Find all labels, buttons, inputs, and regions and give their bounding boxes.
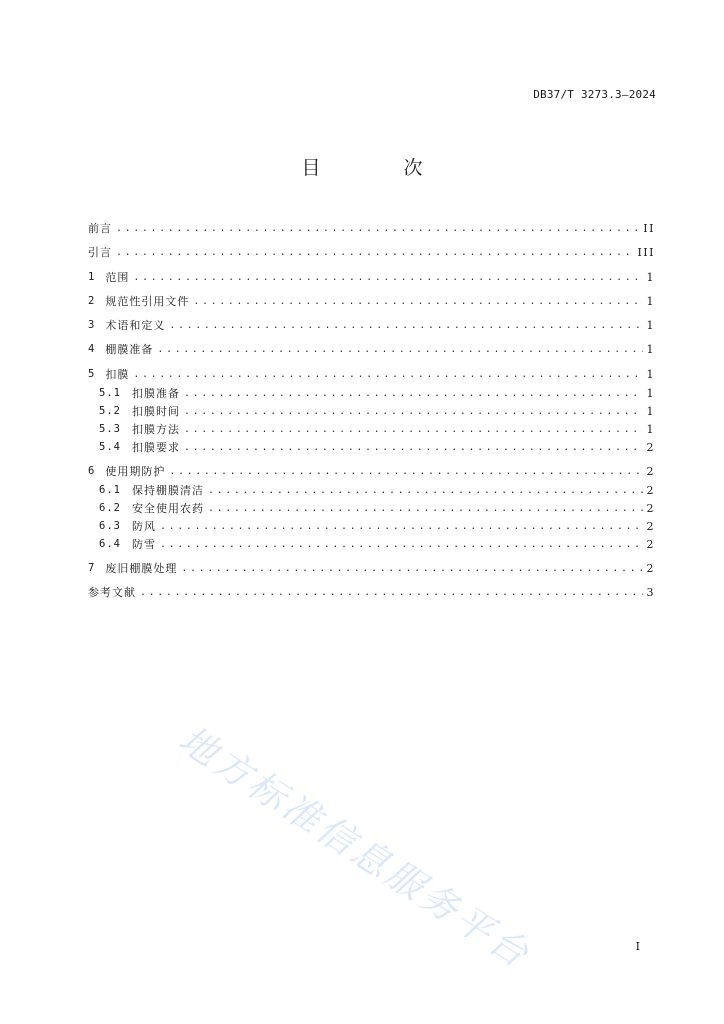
- toc-label: 防风: [131, 520, 156, 533]
- toc-section-number: 6.1: [99, 484, 121, 496]
- toc-leader-dots: [169, 466, 642, 477]
- toc-row-section-1[interactable]: [88, 269, 655, 285]
- toc-label: 安全使用农药: [131, 502, 204, 515]
- toc-leader-dots: [133, 369, 642, 380]
- toc-label: 棚膜准备: [105, 343, 154, 356]
- toc-row-section-5-2[interactable]: [88, 403, 655, 419]
- toc-leader-dots: [169, 320, 642, 331]
- toc-page-number: 1: [646, 342, 655, 356]
- toc-section-number: 6.4: [99, 538, 121, 550]
- page-number: I: [635, 940, 640, 953]
- toc-leader-dots: [184, 406, 643, 417]
- toc-page-number: 2: [646, 537, 655, 551]
- toc-leader-dots: [160, 521, 643, 532]
- toc-section-number: 5: [88, 368, 96, 380]
- toc-leader-dots: [184, 424, 643, 435]
- toc-section-number: 5.1: [99, 387, 121, 399]
- toc-page-number: 2: [646, 561, 655, 575]
- toc-page-number: 1: [646, 386, 655, 400]
- toc-section-number: 7: [88, 562, 96, 574]
- toc-row-section-7[interactable]: [88, 560, 655, 576]
- toc-section-number: 5.4: [99, 441, 121, 453]
- toc-page-number: 1: [646, 367, 655, 381]
- watermark: 地方标准信息服务平台: [171, 717, 539, 978]
- toc-label: 前言: [88, 222, 112, 235]
- toc-row-foreword[interactable]: [88, 220, 655, 236]
- toc-label: 废旧棚膜处理: [105, 562, 178, 575]
- toc-label: 扣膜方法: [131, 423, 180, 436]
- toc-section-number: 1: [88, 271, 96, 283]
- toc-page-number: 2: [646, 483, 655, 497]
- toc-row-section-5-1[interactable]: [88, 385, 655, 401]
- toc-row-section-4[interactable]: [88, 341, 655, 357]
- toc-label: 规范性引用文件: [105, 295, 190, 308]
- toc-label: 范围: [105, 271, 130, 284]
- page-title: 目 次: [301, 157, 455, 179]
- toc-row-section-6-2[interactable]: [88, 500, 655, 516]
- toc-row-section-5-4[interactable]: [88, 439, 655, 455]
- toc-page-number: 2: [646, 519, 655, 533]
- toc-section-number: 6: [88, 465, 96, 477]
- toc-leader-dots: [160, 539, 643, 550]
- toc-label: 使用期防护: [105, 465, 166, 478]
- toc-row-introduction[interactable]: [88, 244, 655, 260]
- toc-page-number: 3: [646, 585, 655, 599]
- toc-leader-dots: [133, 272, 642, 283]
- toc-row-section-6[interactable]: [88, 463, 655, 479]
- toc-leader-dots: [157, 344, 642, 355]
- toc-label: 扣膜时间: [131, 405, 180, 418]
- toc-page-number: 1: [646, 294, 655, 308]
- toc-row-section-5[interactable]: [88, 366, 655, 382]
- toc-label: 防雪: [131, 538, 156, 551]
- toc-label: 术语和定义: [105, 319, 166, 332]
- toc-section-number: 3: [88, 319, 96, 331]
- toc-leader-dots: [181, 563, 642, 574]
- toc-row-section-2[interactable]: [88, 293, 655, 309]
- toc-section-number: 6.3: [99, 520, 121, 532]
- toc-section-number: 6.2: [99, 502, 121, 514]
- toc-page-number: III: [637, 245, 655, 259]
- toc-page-number: 2: [646, 440, 655, 454]
- toc-page-number: 1: [646, 422, 655, 436]
- toc-leader-dots: [208, 485, 643, 496]
- toc-page-number: 1: [646, 318, 655, 332]
- toc-leader-dots: [208, 503, 643, 514]
- toc-page-number: 1: [646, 404, 655, 418]
- toc-page-number: 1: [646, 270, 655, 284]
- toc-label: 扣膜准备: [131, 387, 180, 400]
- toc-leader-dots: [184, 388, 643, 399]
- toc-section-number: 5.2: [99, 405, 121, 417]
- toc-row-section-3[interactable]: [88, 317, 655, 333]
- toc-row-section-5-3[interactable]: [88, 421, 655, 437]
- toc-page-number: 2: [646, 501, 655, 515]
- toc-leader-dots: [116, 247, 633, 258]
- toc-page-number: 2: [646, 464, 655, 478]
- toc-leader-dots: [140, 587, 643, 598]
- toc-leader-dots: [193, 296, 642, 307]
- toc-row-references[interactable]: [88, 584, 655, 600]
- toc-label: 扣膜要求: [131, 441, 180, 454]
- toc-leader-dots: [116, 223, 639, 234]
- toc-leader-dots: [184, 442, 643, 453]
- document-code: DB37/T 3273.3—2024: [533, 88, 656, 101]
- toc-row-section-6-4[interactable]: [88, 536, 655, 552]
- toc-row-section-6-1[interactable]: [88, 482, 655, 498]
- toc-page-number: II: [643, 221, 655, 235]
- toc-section-number: 5.3: [99, 423, 121, 435]
- toc-section-number: 4: [88, 343, 96, 355]
- toc-row-section-6-3[interactable]: [88, 518, 655, 534]
- toc-label: 保持棚膜清洁: [131, 484, 204, 497]
- toc-section-number: 2: [88, 295, 96, 307]
- toc-label: 扣膜: [105, 368, 130, 381]
- toc-label: 参考文献: [88, 586, 136, 599]
- toc-label: 引言: [88, 246, 112, 259]
